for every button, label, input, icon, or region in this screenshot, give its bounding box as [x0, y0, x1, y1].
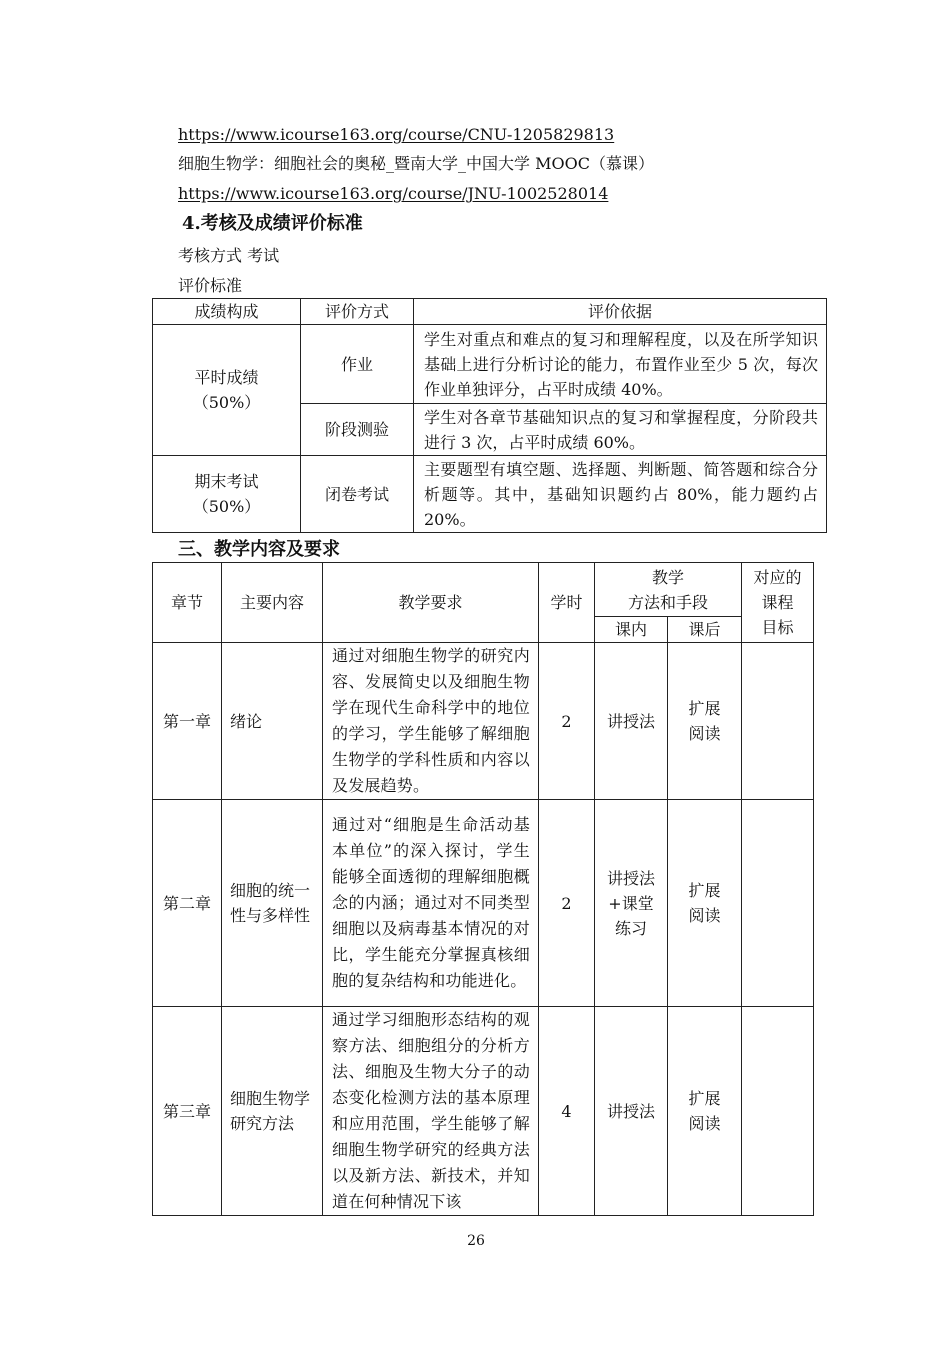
header-in-class: 课内: [595, 617, 668, 643]
table-row: [153, 1007, 814, 1216]
row-hours: 4: [539, 1007, 595, 1216]
grade-table: [152, 298, 827, 533]
row-requirement: 通过对“细胞是生命活动基本单位”的深入探讨，学生能够全面透彻的理解细胞概念的内涵；通过对不同类型细胞以及病毒基本情况的对比，学生能充分掌握真核细胞的复杂结构和功能进化。: [323, 800, 539, 1007]
course-link-2[interactable]: [178, 183, 608, 205]
row-in-class: 讲授法: [595, 1007, 668, 1216]
row-chapter: 第三章: [153, 1007, 222, 1216]
header-methods: [595, 563, 742, 617]
header-methods-line2: 方法和手段: [628, 592, 709, 612]
grade-final-weight: （50%）: [192, 497, 261, 516]
grade-basis-final: 主要题型有填空题、选择题、判断题、简答题和综合分析题等。其中，基础知识题约占 80%，能力题约占 20%。: [414, 456, 827, 533]
grade-row-final: [153, 456, 827, 533]
header-objective-line3: 目标: [761, 618, 794, 637]
header-after-class: 课后: [668, 617, 742, 643]
row-requirement: 通过对细胞生物学的研究内容、发展简史以及细胞生物学在现代生命科学中的地位的学习，学生能够了解细胞生物学的学科性质和内容以及发展趋势。: [323, 643, 539, 800]
grade-basis-quiz: 学生对各章节基础知识点的复习和掌握程度，分阶段共进行 3 次，占平时成绩 60%。: [414, 404, 827, 456]
assessment-method: 考核方式 考试: [178, 246, 280, 265]
row-in-class: 讲授法: [595, 643, 668, 800]
header-requirement: 教学要求: [323, 563, 539, 643]
table-row: [153, 800, 814, 1007]
course-link-2-text[interactable]: https://www.icourse163.org/course/JNU-1002528014: [178, 184, 609, 203]
grade-regular-name: 平时成绩: [194, 368, 259, 387]
section3-heading: 三、教学内容及要求: [178, 539, 340, 560]
row-chapter: 第二章: [153, 800, 222, 1007]
table-row: [153, 643, 814, 800]
header-objective: [742, 563, 814, 643]
grade-header-method: 评价方式: [301, 299, 414, 325]
row-content: 细胞的统一性与多样性: [222, 800, 323, 1007]
row-objective: [742, 643, 814, 800]
header-content: 主要内容: [222, 563, 323, 643]
grade-regular-cell: [153, 325, 301, 456]
grade-final-name: 期末考试: [194, 472, 259, 491]
row-after-class: 扩展阅读: [668, 800, 742, 1007]
criteria-label: 评价标准: [178, 276, 243, 295]
header-objective-line1: 对应的: [753, 568, 802, 587]
content-table: [152, 562, 814, 1216]
header-hours: 学时: [539, 563, 595, 643]
row-chapter: 第一章: [153, 643, 222, 800]
row-after-class: 扩展阅读: [668, 1007, 742, 1216]
grade-header-composition: 成绩构成: [153, 299, 301, 325]
grade-row-homework: [153, 325, 827, 404]
row-after-class: 扩展阅读: [668, 643, 742, 800]
grade-method-quiz: 阶段测验: [301, 404, 414, 456]
header-methods-line1: 教学: [652, 567, 685, 587]
course-link-1-text[interactable]: https://www.icourse163.org/course/CNU-1205829813: [178, 125, 615, 144]
grade-basis-homework: 学生对重点和难点的复习和理解程度，以及在所学知识基础上进行分析讨论的能力，布置作业至少 5 次，每次作业单独评分，占平时成绩 40%。: [414, 325, 827, 404]
course-link-1[interactable]: [178, 124, 614, 146]
course-title-line: 细胞生物学：细胞社会的奥秘_暨南大学_中国大学 MOOC（慕课）: [178, 154, 654, 173]
row-requirement: 通过学习细胞形态结构的观察方法、细胞组分的分析方法、细胞及生物大分子的动态变化检测方法的基本原理和应用范围，学生能够了解细胞生物学研究的经典方法以及新方法、新技术，并知道在何种情况下该: [323, 1007, 539, 1216]
row-objective: [742, 800, 814, 1007]
row-in-class: 讲授法+课堂练习: [595, 800, 668, 1007]
grade-table-header-row: [153, 299, 827, 325]
grade-method-homework: 作业: [301, 325, 414, 404]
page-number: 26: [467, 1233, 485, 1249]
assessment-heading: 4.考核及成绩评价标准: [182, 213, 363, 234]
grade-regular-weight: （50%）: [192, 393, 261, 412]
row-content: 细胞生物学研究方法: [222, 1007, 323, 1216]
content-header-row-1: [153, 563, 814, 617]
row-hours: 2: [539, 800, 595, 1007]
header-objective-line2: 课程: [761, 593, 794, 612]
row-content: 绪论: [222, 643, 323, 800]
header-chapter: 章节: [153, 563, 222, 643]
grade-method-final: 闭卷考试: [301, 456, 414, 533]
grade-header-basis: 评价依据: [414, 299, 827, 325]
grade-final-cell: [153, 456, 301, 533]
row-hours: 2: [539, 643, 595, 800]
row-objective: [742, 1007, 814, 1216]
